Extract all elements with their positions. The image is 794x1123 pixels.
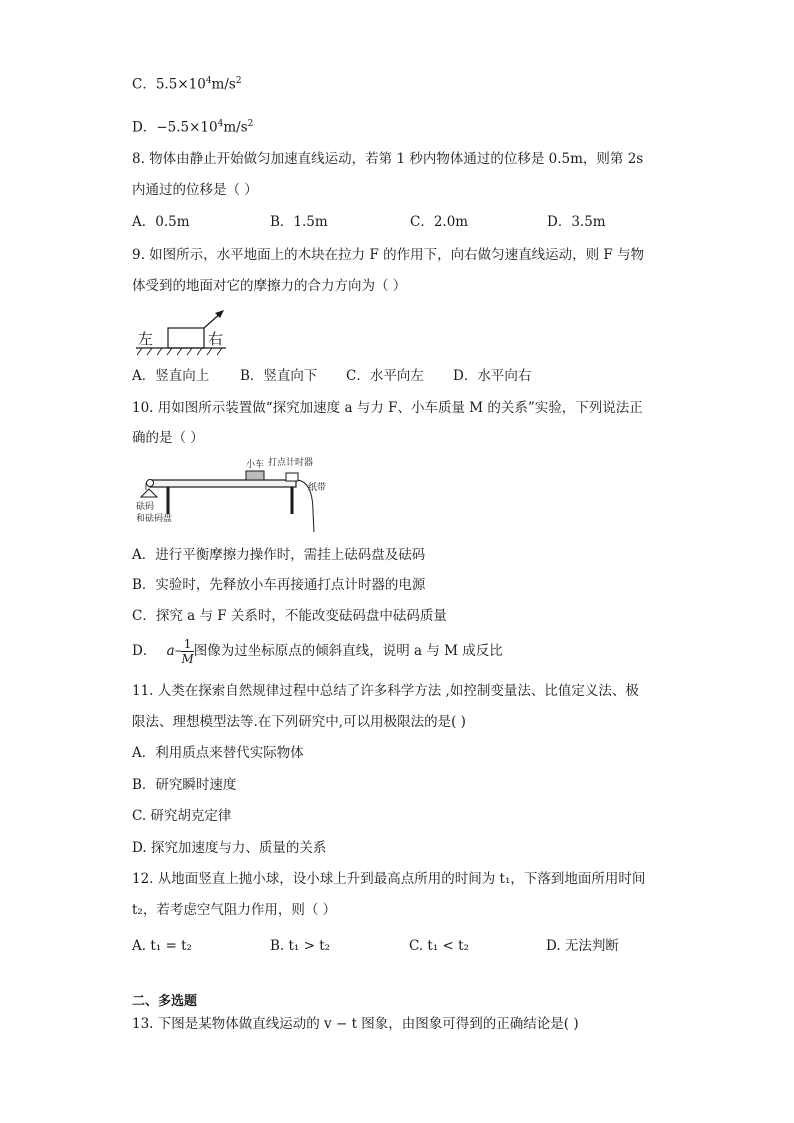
q10-option-b: B．实验时，先释放小车再接通打点计时器的电源 — [132, 577, 426, 593]
q11-stem-line1: 11. 人类在探索自然规律过程中总结了许多科学方法 ,如控制变量法、比值定义法、极 — [132, 683, 639, 699]
q11-option-b: B．研究瞬时速度 — [132, 777, 237, 793]
q12-stem-line1: 12. 从地面竖直上抛小球，设小球上升到最高点所用的时间为 t₁，下落到地面所用时间 — [132, 871, 646, 887]
fig-right-label: 右 — [208, 330, 224, 348]
q11-option-a: A．利用质点来替代实际物体 — [132, 745, 304, 761]
fig-left-label: 左 — [138, 330, 154, 348]
q8-option-d: D．3.5m — [547, 214, 606, 230]
weight-pan — [141, 489, 157, 497]
q9-option-b: B．竖直向下 — [240, 368, 318, 384]
q8-option-b: B．1.5m — [270, 214, 328, 230]
q9-figure — [132, 308, 232, 356]
q13-stem: 13. 下图是某物体做直线运动的 v − t 图象，由图象可得到的正确结论是( ) — [132, 1016, 579, 1032]
q10-option-a: A．进行平衡摩擦力操作时，需挂上砝码盘及砝码 — [132, 547, 426, 563]
q11-stem-line2: 限法、理想模型法等.在下列研究中,可以用极限法的是( ) — [132, 714, 466, 730]
q9-stem-line2: 体受到的地面对它的摩擦力的合力方向为（ ） — [132, 278, 407, 294]
q10-stem-line2: 确的是（ ） — [132, 430, 204, 446]
q8-option-c: C．2.0m — [410, 214, 469, 230]
fig-timer-label: 打点计时器 — [268, 458, 314, 468]
q10-figure — [132, 452, 332, 534]
q8-stem-line1: 8. 物体由静止开始做匀加速直线运动，若第 1 秒内物体通过的位移是 0.5m，则第 2s — [132, 151, 644, 167]
q12-option-a: A. t₁ = t₂ — [132, 938, 192, 954]
q9-stem-line1: 9. 如图所示，水平地面上的木块在拉力 F 的作用下，向右做匀速直线运动，则 F 与物 — [132, 247, 645, 263]
q9-option-d: D．水平向右 — [453, 368, 532, 384]
q12-option-b: B. t₁ > t₂ — [270, 938, 331, 954]
wooden-block — [168, 328, 204, 348]
q8-option-a: A．0.5m — [132, 214, 190, 230]
section-title-multiple-choice: 二、多选题 — [132, 994, 198, 1009]
block-on-ground-diagram — [132, 308, 232, 356]
fig-cart-label: 小车 — [246, 460, 265, 470]
q8-stem-line2: 内通过的位移是（ ） — [132, 182, 258, 198]
q7-option-d: D．$-5.5\times 10^4m/s^2$ — [132, 119, 254, 136]
pulley — [147, 480, 154, 487]
q12-stem-line2: t₂，若考虑空气阻力作用，则（ ） — [132, 902, 337, 918]
timer — [286, 473, 298, 481]
fig-weights-label-1: 砝码 — [136, 502, 155, 512]
q12-option-d: D. 无法判断 — [546, 938, 619, 954]
q11-option-d: D. 探究加速度与力、质量的关系 — [132, 840, 327, 856]
cart-experiment-diagram — [132, 452, 332, 534]
q11-option-c: C. 研究胡克定律 — [132, 808, 232, 824]
fig-tape-label: 纸带 — [308, 483, 327, 493]
q12-option-c: C. t₁ < t₂ — [409, 938, 469, 954]
q9-option-a: A．竖直向上 — [132, 368, 210, 384]
q10-option-c: C．探究 a 与 F 关系时，不能改变砝码盘中砝码质量 — [132, 608, 447, 624]
cart — [246, 471, 264, 480]
q7-option-c: C．$5.5\times 10^4m/s^2$ — [132, 76, 242, 93]
track-board — [150, 480, 296, 487]
q9-option-c: C．水平向左 — [346, 368, 424, 384]
q10-option-d: D． a– $\frac{1}{M}$ 图像为过坐标原点的倾斜直线，说明 a 与 M 成反比 — [132, 637, 503, 666]
q10-stem-line1: 10. 用如图所示装置做“探究加速度 a 与力 F、小车质量 M 的关系”实验，下列说法正 — [132, 400, 643, 416]
fig-weights-label-2: 和砝码盘 — [136, 514, 173, 524]
